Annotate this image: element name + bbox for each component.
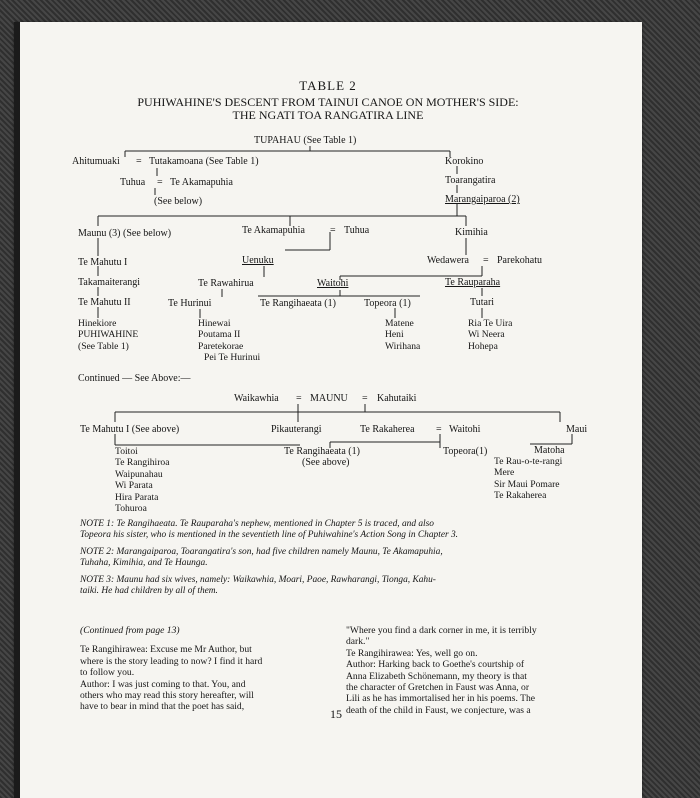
pikauterangi: Pikauterangi — [271, 424, 322, 435]
te-akamapuhia: Te Akamapuhia — [242, 225, 305, 236]
equals: = — [436, 424, 442, 435]
list-item: (See Table 1) — [78, 340, 129, 352]
waitohi: Waitohi — [449, 424, 481, 435]
text-line: Te Rangihirawea: Excuse me Mr Author, but — [80, 644, 252, 656]
list-item: Toitoi — [115, 446, 138, 457]
tutakamoana: Tutakamoana (See Table 1) — [149, 156, 259, 167]
text-line: where is the story leading to now? I find it hard — [80, 655, 263, 667]
note-2-line-1: NOTE 2: Marangaiparoa, Toarangatira's son, had five children namely Maunu, Te Akamapuhia, — [80, 547, 443, 557]
text-line: Te Rangihirawea: Yes, well go on. — [346, 647, 478, 659]
waitohi: Waitohi — [317, 278, 349, 289]
list-item: Matene — [385, 318, 414, 329]
list-item: Waipunahau — [115, 468, 163, 480]
list-item: Sir Maui Pomare — [494, 478, 560, 490]
te-rawahirua: Te Rawahirua — [198, 278, 254, 289]
list-item: Hohepa — [468, 340, 498, 352]
text-line: to follow you. — [80, 667, 135, 679]
text-line: Anna Elizabeth Schönemann, my theory is that — [346, 670, 527, 682]
takamaiterangi: Takamaiterangi — [78, 277, 141, 288]
equals: = — [136, 156, 142, 167]
equals: = — [330, 225, 336, 236]
tupahau: TUPAHAU (See Table 1) — [254, 135, 357, 146]
equals: = — [157, 177, 163, 188]
uenuku: Uenuku — [242, 255, 274, 266]
list-item: Pei Te Hurinui — [204, 352, 261, 364]
list-item: Heni — [385, 329, 404, 341]
list-item: Wirihana — [385, 340, 421, 352]
note-1-line-1: NOTE 1: Te Rangihaeata. Te Rauparaha's nephew, mentioned in Chapter 5 is traced, and also — [80, 519, 434, 529]
list-item: Tohuroa — [115, 503, 147, 515]
marangaiparoa: Marangaiparoa (2) — [445, 194, 520, 205]
descendants-list-3 — [385, 318, 420, 352]
tuhua: Tuhua — [344, 225, 370, 236]
list-item: Wi Neera — [468, 329, 505, 341]
body-right-column — [346, 625, 606, 716]
waikawhia: Waikawhia — [234, 393, 279, 404]
text-line: death of the child in Faust, we conjecture, was a — [346, 704, 531, 716]
list-item: Wi Parata — [115, 480, 153, 492]
text-line: Author: Harking back to Goethe's courtship of — [346, 659, 525, 671]
te-mahutu-1: Te Mahutu I (See above) — [80, 424, 180, 435]
te-hurinui: Te Hurinui — [168, 298, 212, 309]
korokino: Korokino — [445, 156, 484, 167]
list-item: Mere — [494, 467, 515, 479]
tutari: Tutari — [470, 297, 495, 308]
te-akamapuhia: Te Akamapuhia — [170, 177, 233, 188]
descendants-list-2 — [198, 318, 260, 364]
wedawera: Wedawera — [427, 255, 469, 266]
descendants-list-4 — [468, 318, 512, 352]
matoha: Matoha — [534, 445, 565, 456]
descendants-list-5 — [115, 446, 169, 514]
parekohatu: Parekohatu — [497, 255, 542, 266]
note-2-line-2: Tuhaha, Kimihia, and Te Haunga. — [80, 558, 208, 568]
te-mahutu-1: Te Mahutu I — [78, 257, 128, 268]
table-subtitle-2: THE NGATI TOA RANGATIRA LINE — [232, 108, 424, 122]
text-line: Lili as he has immortalised her in his poems. The — [346, 693, 535, 705]
te-rauparaha: Te Rauparaha — [445, 277, 501, 288]
list-item: Poutama II — [198, 329, 241, 341]
continued-note: (Continued from page 13) — [80, 625, 180, 636]
text-line: others who may read this story hereafter, will — [80, 690, 254, 702]
descendants-list-6 — [494, 456, 562, 502]
equals: = — [362, 393, 368, 404]
table-subtitle-1: PUHIWAHINE'S DESCENT FROM TAINUI CANOE ON MOTHER'S SIDE: — [137, 95, 519, 109]
topeora: Topeora(1) — [443, 446, 488, 457]
body-left-column — [80, 625, 325, 713]
text-line: Author: I was just coming to that. You, and — [80, 678, 246, 690]
te-rangihaeata: Te Rangihaeata (1) — [260, 298, 336, 309]
list-item: Ria Te Uira — [468, 318, 513, 329]
table-title: TABLE 2 — [299, 78, 357, 93]
note-1-line-2: Topeora his sister, who is mentioned in the seventieth line of Puhiwahine's Action Song in Chapter 3. — [80, 530, 459, 540]
te-mahutu-2: Te Mahutu II — [78, 297, 131, 308]
descendants-list-1 — [78, 318, 138, 352]
toarangatira: Toarangatira — [445, 175, 496, 186]
tuhua: Tuhua — [120, 177, 146, 188]
see-below: (See below) — [154, 196, 203, 207]
ahitumuaki: Ahitumuaki — [72, 156, 120, 167]
list-item: Paretekorae — [198, 340, 244, 352]
kimihia: Kimihia — [455, 227, 488, 238]
note-3-line-2: taiki. He had children by all of them. — [80, 586, 218, 596]
continued-label: Continued — See Above:— — [78, 373, 191, 384]
text-line: the character of Gretchen in Faust was Anna, or — [346, 682, 530, 694]
te-rangihaeata: Te Rangihaeata (1) — [284, 446, 360, 457]
maui: Maui — [566, 424, 588, 435]
list-item: Te Rangihiroa — [115, 457, 170, 469]
list-item: Hira Parata — [115, 491, 159, 503]
text-line: have to bear in mind that the poet has said, — [80, 701, 245, 713]
list-item: Te Rakaherea — [494, 490, 547, 502]
text-line: dark." — [346, 636, 370, 648]
maunu: Maunu (3) (See below) — [78, 228, 172, 239]
see-above: (See above) — [302, 457, 350, 468]
note-3-line-1: NOTE 3: Maunu had six wives, namely: Waikawhia, Moari, Paoe, Rawharangi, Tionga, Kahu- — [80, 575, 436, 585]
equals: = — [483, 255, 489, 266]
equals: = — [296, 393, 302, 404]
list-item: Hinekiore — [78, 318, 117, 329]
list-item: Hinewai — [198, 318, 231, 329]
list-item: PUHIWAHINE — [78, 329, 139, 341]
page-number: 15 — [330, 707, 342, 721]
maunu: MAUNU — [310, 393, 348, 404]
te-rakaherea: Te Rakaherea — [360, 424, 415, 435]
text-line: "Where you find a dark corner in me, it is terribly — [346, 625, 537, 636]
list-item: Te Rau-o-te-rangi — [494, 456, 563, 467]
kahutaiki: Kahutaiki — [377, 393, 417, 404]
topeora: Topeora (1) — [364, 298, 411, 309]
